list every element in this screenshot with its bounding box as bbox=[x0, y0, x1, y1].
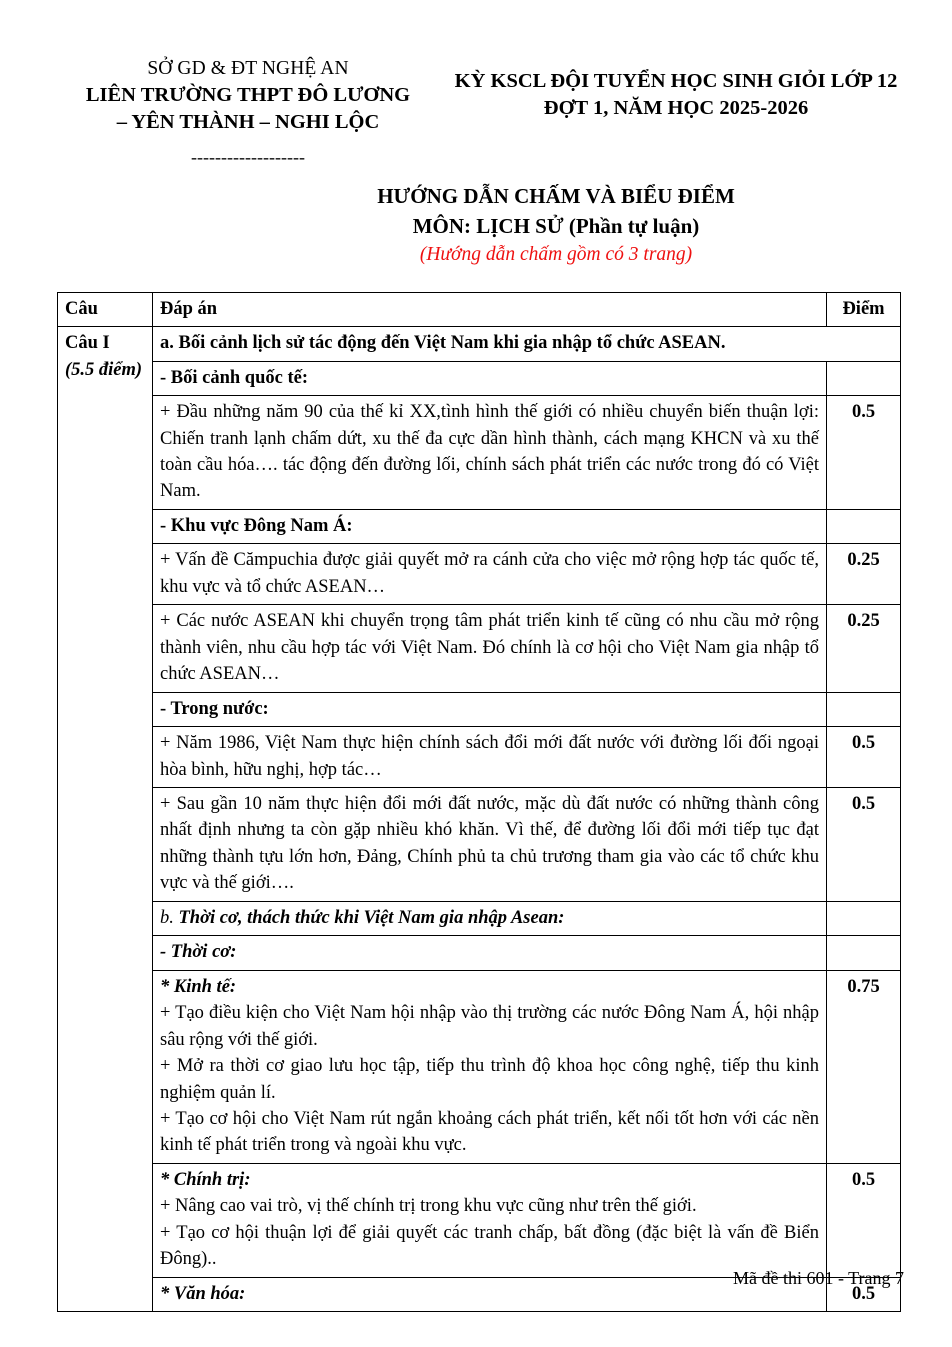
answer-line: * Văn hóa: bbox=[160, 1283, 246, 1304]
score-cell bbox=[827, 692, 901, 726]
table-row bbox=[58, 787, 901, 901]
answer-line: + Tạo cơ hội cho Việt Nam rút ngắn khoảng cách phát triển, kết nối tốt hơn với các nền kinh tế phát triển trong và ngoài khu vực. bbox=[160, 1108, 819, 1156]
answer-line: + Tạo điều kiện cho Việt Nam hội nhập vào thị trường các nước Đông Nam Á, hội nhập sâu rộng với thế giới. bbox=[160, 1003, 819, 1050]
exam-name: KỲ KSCL ĐỘI TUYỂN HỌC SINH GIỎI LỚP 12 bbox=[454, 70, 898, 92]
header-left-block bbox=[48, 56, 448, 166]
table-header-row bbox=[58, 292, 901, 326]
score-cell bbox=[827, 361, 901, 395]
answer-cell bbox=[153, 787, 827, 901]
table-row bbox=[58, 361, 901, 395]
answer-line: - Bối cảnh quốc tế: bbox=[160, 367, 308, 388]
question-number: Câu I bbox=[65, 333, 110, 354]
column-header-dapan: Đáp án bbox=[153, 292, 827, 326]
answer-cell bbox=[153, 936, 827, 970]
score-cell: 0.5 bbox=[827, 1277, 901, 1311]
column-header-diem: Điểm bbox=[827, 292, 901, 326]
answer-line: + Mở ra thời cơ giao lưu học tập, tiếp thu trình độ khoa học công nghệ, tiếp thu kinh nghiệm quản lí. bbox=[160, 1056, 819, 1103]
page-note: (Hướng dẫn chấm gồm có 3 trang) bbox=[419, 244, 693, 266]
answer-cell bbox=[153, 901, 827, 935]
answer-line-text: Thời cơ, thách thức khi Việt Nam gia nhập Asean: bbox=[178, 907, 565, 928]
school-name-line2: – YÊN THÀNH – NGHI LỘC bbox=[116, 110, 380, 133]
answer-line: a. Bối cảnh lịch sử tác động đến Việt Nam khi gia nhập tổ chức ASEAN. bbox=[160, 333, 726, 354]
answer-line: + Các nước ASEAN khi chuyển trọng tâm phát triển kinh tế cũng có nhu cầu mở rộng thành viên, nhu cầu hợp tác với Việt Nam. Đó chính là cơ hội cho Việt Nam gia nhập tổ chức ASEAN… bbox=[160, 611, 819, 685]
score-cell bbox=[827, 901, 901, 935]
table-row bbox=[58, 544, 901, 605]
page-title: HƯỚNG DẪN CHẤM VÀ BIỂU ĐIỂM bbox=[377, 183, 735, 208]
answer-cell bbox=[153, 605, 827, 692]
answer-line: - Khu vực Đông Nam Á: bbox=[160, 515, 353, 536]
answer-subheading: * Kinh tế: bbox=[160, 976, 237, 997]
answer-subheading: * Chính trị: bbox=[160, 1169, 251, 1190]
exam-session: ĐỢT 1, NĂM HỌC 2025-2026 bbox=[543, 97, 809, 120]
answer-line bbox=[160, 905, 819, 931]
grading-table-wrapper bbox=[57, 292, 900, 1312]
header-separator: ------------------- bbox=[191, 146, 305, 167]
score-cell: 0.25 bbox=[827, 605, 901, 692]
table-row bbox=[58, 327, 901, 361]
question-label-cell bbox=[58, 327, 153, 1312]
answer-cell bbox=[153, 396, 827, 510]
table-row bbox=[58, 1163, 901, 1277]
answer-line: + Tạo cơ hội thuận lợi để giải quyết các tranh chấp, bất đồng (đặc biệt là vấn đề Biển Đông).. bbox=[160, 1222, 819, 1270]
table-row bbox=[58, 901, 901, 935]
answer-cell bbox=[153, 544, 827, 605]
table-body bbox=[58, 327, 901, 1312]
score-cell: 0.25 bbox=[827, 544, 901, 605]
score-cell bbox=[827, 936, 901, 970]
score-cell bbox=[827, 509, 901, 543]
answer-line: - Trong nước: bbox=[160, 698, 269, 719]
page-subtitle: MÔN: LỊCH SỬ (Phần tự luận) bbox=[412, 213, 700, 238]
answer-line: + Sau gần 10 năm thực hiện đổi mới đất nước, mặc dù đất nước có những thành công nhất định nhưng ta còn gặp nhiều khó khăn. Vì thế, để đường lối đổi mới tiếp tục đạt những thành tựu lớn hơn, Đảng, Chính phủ ta chủ trương tham gia vào các tổ chức khu vực và thế giới…. bbox=[160, 793, 819, 894]
answer-cell bbox=[153, 509, 827, 543]
answer-line: + Vấn đề Cămpuchia được giải quyết mở ra cánh cửa cho việc mở rộng hợp tác quốc tế, khu vực và tổ chức ASEAN… bbox=[160, 550, 819, 597]
document-header bbox=[0, 0, 952, 166]
score-cell: 0.5 bbox=[827, 727, 901, 788]
column-header-cau: Câu bbox=[58, 292, 153, 326]
table-row bbox=[58, 970, 901, 1163]
answer-cell bbox=[153, 327, 901, 361]
answer-line-prefix: b. bbox=[160, 907, 179, 928]
score-cell: 0.5 bbox=[827, 787, 901, 901]
school-name-line1: LIÊN TRƯỜNG THPT ĐÔ LƯƠNG bbox=[85, 83, 411, 106]
page-footer: Mã đề thi 601 - Trang 7 bbox=[733, 1268, 904, 1288]
table-row bbox=[58, 727, 901, 788]
score-cell: 0.5 bbox=[827, 396, 901, 510]
answer-cell bbox=[153, 692, 827, 726]
answer-cell bbox=[153, 1163, 827, 1277]
header-right-block bbox=[448, 56, 904, 123]
table-row bbox=[58, 692, 901, 726]
table-row bbox=[58, 936, 901, 970]
score-cell: 0.75 bbox=[827, 970, 901, 1163]
title-block bbox=[0, 182, 952, 270]
department-name: SỞ GD & ĐT NGHỆ AN bbox=[147, 58, 349, 79]
answer-line: + Năm 1986, Việt Nam thực hiện chính sách đổi mới đất nước với đường lối đối ngoại hòa bình, hữu nghị, hợp tác… bbox=[160, 733, 819, 780]
answer-cell bbox=[153, 970, 827, 1163]
table-row bbox=[58, 605, 901, 692]
score-cell: 0.5 bbox=[827, 1163, 901, 1277]
answer-line: + Đầu những năm 90 của thế kỉ XX,tình hình thế giới có nhiều chuyển biến thuận lợi: Chiến tranh lạnh chấm dứt, xu thế đa cực dần hình thành, cách mạng KHCN và xu thế toàn cầu hóa…. tác động đến đường lối, chính sách phát triển các nước trong đó có Việt Nam. bbox=[160, 402, 819, 502]
answer-cell bbox=[153, 361, 827, 395]
table-row bbox=[58, 396, 901, 510]
answer-line: + Nâng cao vai trò, vị thế chính trị trong khu vực cũng như trên thế giới. bbox=[160, 1196, 697, 1217]
question-points: (5.5 điểm) bbox=[65, 359, 143, 380]
answer-line: - Thời cơ: bbox=[160, 942, 237, 963]
grading-table bbox=[57, 292, 901, 1312]
table-row bbox=[58, 509, 901, 543]
answer-cell bbox=[153, 727, 827, 788]
